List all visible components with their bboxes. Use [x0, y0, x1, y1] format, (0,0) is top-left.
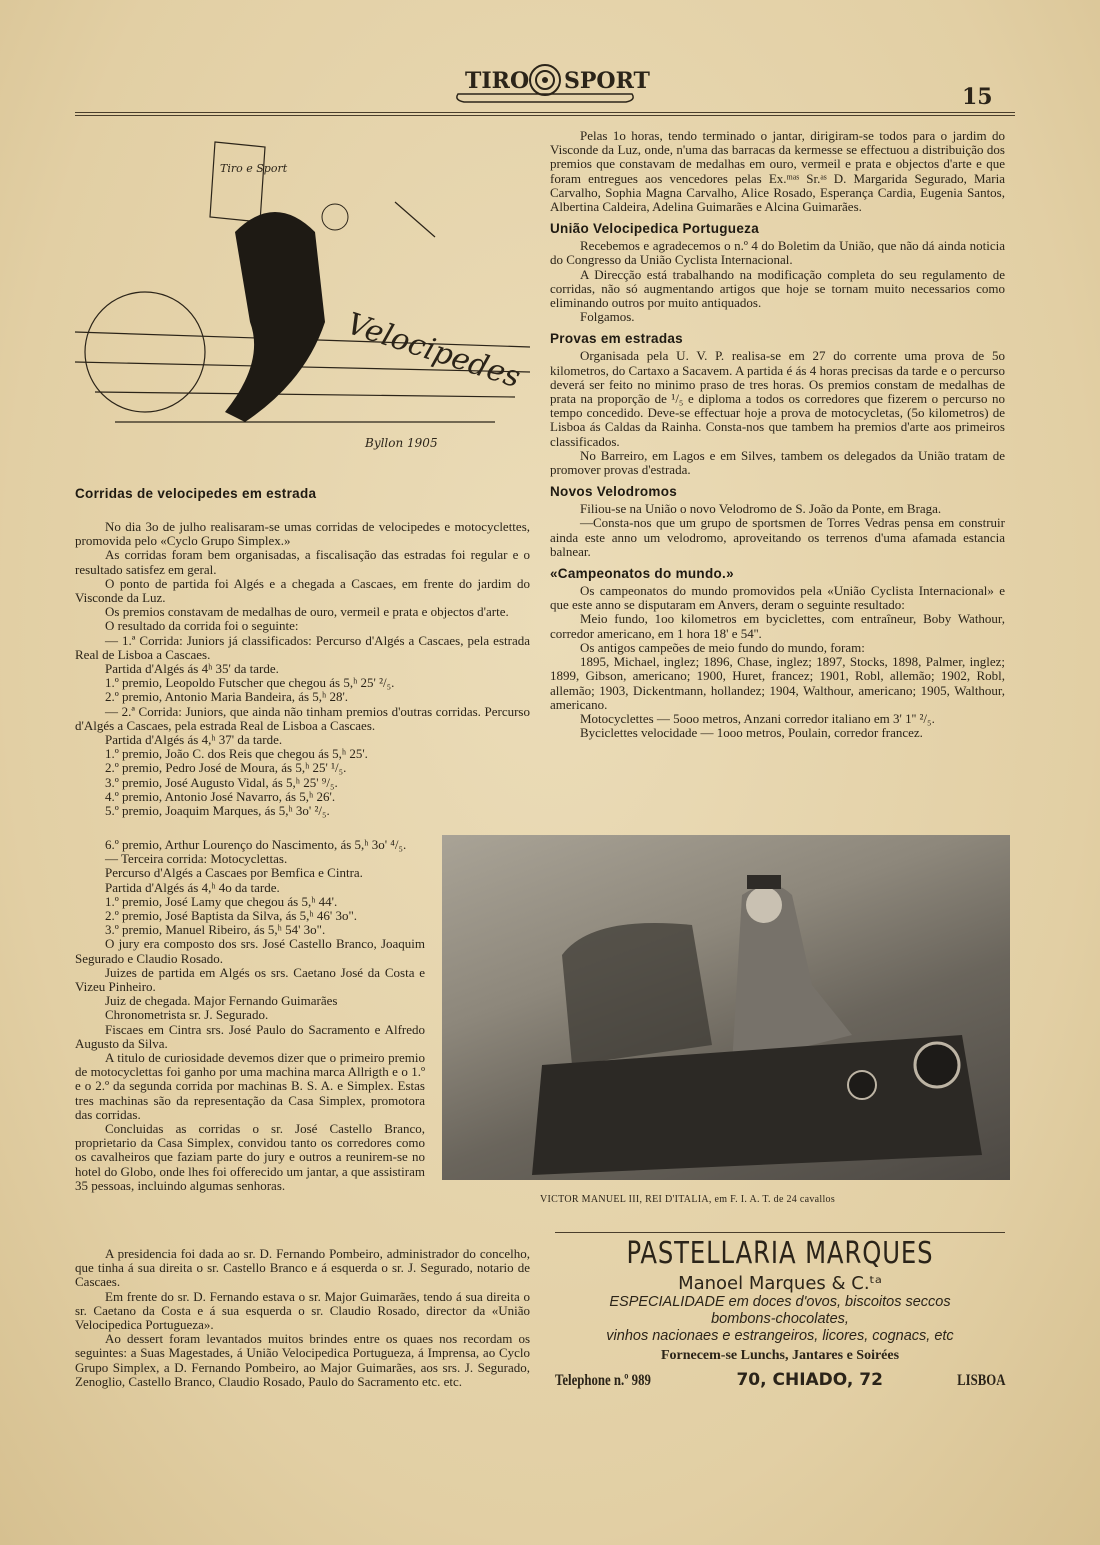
section-heading: Novos Velodromos: [550, 484, 678, 500]
header-rule: [75, 115, 1015, 116]
section-heading: Provas em estradas: [550, 331, 683, 347]
masthead-logo: [450, 58, 650, 106]
paragraph: — Terceira corrida: Motocyclettas.: [105, 851, 288, 867]
svg-text:Velocipedes: Velocipedes: [342, 306, 525, 396]
ad-address: 70, CHIADO, 72: [736, 1370, 883, 1390]
paragraph: 2.º premio, Pedro José de Moura, ás 5,ʰ 25' ¹/₅.: [105, 760, 347, 776]
paragraph: 1.º premio, José Lamy que chegou ás 5,ʰ 44'.: [105, 893, 338, 909]
paragraph: Partida d'Algés ás 4,ʰ 4o da tarde.: [105, 879, 280, 895]
paragraph: Organisada pela U. V. P. realisa-se em 27 do corrente uma prova de 5o kilometros, do Cartaxo a Sacavem. A partida é ás 4 horas precisas da tarde e o percurso deverá ser feito no minimo praso de tres horas. Os premios constam de medalhas de prata na proporção de ¹/₅ e diploma a todos os corredores que fizerem o percurso no tempo concedido. Deve-se effectuar hoje a prova de motocycletas, (5o kilometros) de Lisboa ás Caldas da Rainha. Consta-nos que tambem ha premios d'arte aos primeiros classificados.: [550, 348, 1005, 449]
paragraph: 2.º premio, Antonio Maria Bandeira, ás 5,ʰ 28'.: [105, 689, 349, 705]
article-heading: Corridas de velocipedes em estrada: [75, 486, 317, 501]
section-heading: União Velocipedica Portugueza: [550, 221, 759, 237]
ad-title: PASTELLARIA MARQUES: [626, 1236, 934, 1271]
paragraph: — 1.ª Corrida: Juniors já classificados: Percurso d'Algés a Cascaes, pela estrada Real de Lisboa a Cascaes.: [75, 632, 530, 662]
photo-caption: VICTOR MANUEL III, REI D'ITALIA, em F. I. A. T. de 24 cavallos: [540, 1194, 836, 1205]
paragraph: O ponto de partida foi Algés e a chegada a Cascaes, em frente do jardim do Visconde da Luz.: [75, 575, 530, 606]
ad-line: Fornecem-se Lunchs, Jantares e Soirées: [660, 1348, 900, 1363]
paragraph: 3.º premio, Manuel Ribeiro, ás 5,ʰ 54' 3o".: [105, 922, 326, 938]
paragraph: 1.º premio, João C. dos Reis que chegou ás 5,ʰ 25'.: [105, 746, 368, 762]
paragraph: 4.º premio, Antonio José Navarro, ás 5,ʰ 26'.: [105, 788, 336, 804]
svg-text:Tiro e Sport: Tiro e Sport: [220, 162, 288, 175]
section-heading: «Campeonatos do mundo.»: [550, 566, 734, 582]
ad-telephone: Telephone n.º 989: [555, 1372, 651, 1389]
paragraph: Os campeonatos do mundo promovidos pela «União Cyclista Internacional» e que este anno se disputaram em Anvers, deram o seguinte resultado:: [550, 583, 1005, 613]
svg-text:TIRO: TIRO: [465, 68, 530, 94]
paragraph: Partida d'Algés ás 4,ʰ 37' da tarde.: [105, 732, 283, 748]
paragraph: Juizes de partida em Algés os srs. Caetano José da Costa e Vizeu Pinheiro.: [75, 964, 425, 995]
paragraph: Os antigos campeões de meio fundo do mundo, foram:: [580, 639, 865, 655]
left-article-bottom: [75, 1247, 530, 1389]
ad-owner: Manoel Marques & C.ᵗᵃ: [678, 1273, 882, 1294]
ad-line: bombons-chocolates,: [711, 1311, 849, 1327]
paragraph: 2.º premio, José Baptista da Silva, ás 5,ʰ 46' 3o".: [105, 908, 357, 924]
paragraph: As corridas foram bem organisadas, a fiscalisação das estradas foi regular e o resultado satisfez em geral.: [75, 547, 530, 577]
paragraph: A presidencia foi dada ao sr. D. Fernando Pombeiro, administrador do concelho, que tinha á sua direita o sr. Castello Branco e á esquerda o sr. J. Segurado, notario de Cascaes.: [75, 1246, 530, 1290]
paragraph: —Consta-nos que um grupo de sportsmen de Torres Vedras pensa em construir ainda este anno um velodromo, aproveitando os terrenos d'uma afamada estancia balnear.: [550, 515, 1005, 559]
intro-paragraph: Pelas 1o horas, tendo terminado o jantar, dirigiram-se todos para o jardim do Visconde da Luz, onde, n'uma das barracas da kermesse se effectuou a distribuição dos premios que constavam de medalhas em ouro, vermeil e prata e objectos d'arte e que foram entregues aos vencedores pelas Ex.ᵐᵃˢ Sr.ᵃˢ D. Margarida Segurado, Maria Carvalho, Sophia Magna Carvalho, Alice Rosado, Esperança Cardia, Eugenia Santos, Albertina Caldeira, Adelina Guimarães e Alcina Guimarães.: [550, 128, 1005, 215]
paragraph: 6.º premio, Arthur Lourenço do Nascimento, ás 5,ʰ 3o' ⁴/₅.: [105, 837, 407, 852]
paragraph: Partida d'Algés ás 4ʰ 35' da tarde.: [105, 661, 279, 677]
paragraph: Recebemos e agradecemos o n.º 4 do Boletim da União, que não dá ainda noticia do Congresso da União Cyclista Internacional.: [550, 238, 1005, 268]
paragraph: Concluidas as corridas o sr. José Castello Branco, proprietario da Casa Simplex, convidou tanto os corredores como os cavalheiros que faziam parte do jury e outros a reunirem-se no hotel do Globo, onde lhes foi offerecido um jantar, a que assistiram 35 pessoas, incluindo algumas senhoras.: [75, 1121, 425, 1193]
paragraph: Motocyclettes — 5ooo metros, Anzani corredor italiano em 3' 1'' ²/₅.: [580, 710, 935, 726]
paragraph: Percurso d'Algés a Cascaes por Bemfica e Cintra.: [105, 865, 363, 881]
paragraph: 3.º premio, José Augusto Vidal, ás 5,ʰ 25' ⁹/₅.: [105, 774, 338, 790]
ad-rule: [555, 1232, 1005, 1233]
paragraph: 1895, Michael, inglez; 1896, Chase, inglez; 1897, Stocks, 1898, Palmer, inglez; 1899, Gibson, americano; 1900, Huret, francez; 1901, Robl, allemão; 1902, Robl, allemão; 1903, Dickentmann, hollandez; 1904, Walthour, americano; 1905, Walthour, americano.: [550, 654, 1005, 712]
paragraph: A Direcção está trabalhando na modificação completa do seu regulamento de corridas, não só augmentando artigos que hoje se tornam muito necessarios como eliminando outros por muito antiquados.: [550, 266, 1005, 311]
page-number: 15: [962, 84, 993, 110]
paragraph: Juiz de chegada. Major Fernando Guimarães: [105, 993, 338, 1009]
paragraph: Em frente do sr. D. Fernando estava o sr. Major Guimarães, tendo á sua direita o sr. Caetano da Costa e á sua esquerda o sr. Claudio Rosado, director da «União Velocipedica Portugueza».: [75, 1288, 530, 1333]
paragraph: A titulo de curiosidade devemos dizer que o primeiro premio de motocyclettas foi ganho por uma machina marca Allrigth e o 1.º e o 2.º da segunda corrida por machinas B. S. A. e Simplex. Estas tres machinas são da representação da Casa Simplex, promotora das corridas.: [75, 1050, 425, 1122]
paragraph: Chronometrista sr. J. Segurado.: [105, 1007, 269, 1023]
paragraph: 5.º premio, Joaquim Marques, ás 5,ʰ 3o' ²/₅.: [105, 803, 330, 819]
paragraph: Filiou-se na União o novo Velodromo de S. João da Ponte, em Braga.: [580, 501, 942, 517]
ad-line: ESPECIALIDADE em doces d'ovos, biscoitos seccos: [609, 1294, 951, 1310]
paragraph: Os premios constavam de medalhas de ouro, vermeil e prata e objectos d'arte.: [105, 604, 509, 620]
advertisement: [555, 1236, 1005, 1390]
left-article-narrow: [75, 838, 425, 1193]
ad-line: vinhos nacionaes e estrangeiros, licores, cognacs, etc: [606, 1328, 954, 1344]
paragraph: No dia 3o de julho realisaram-se umas corridas de velocipedes e motocyclettes, promovida pelo «Cyclo Grupo Simplex.»: [75, 519, 530, 549]
svg-text:SPORT: SPORT: [564, 68, 650, 94]
paragraph: Folgamos.: [580, 309, 635, 325]
paragraph: — 2.ª Corrida: Juniors, que ainda não tinham premios d'outras corridas. Percurso d'Algés a Cascaes, pela estrada Real de Lisboa a Cascaes.: [75, 703, 530, 733]
paragraph: No Barreiro, em Lagos e em Silves, tambem os delegados da União tratam de promover provas d'estrada.: [550, 447, 1005, 478]
paragraph: Byciclettes velocidade — 1ooo metros, Poulain, corredor francez.: [580, 725, 923, 741]
cartoon-illustration: [75, 122, 530, 467]
header-rule: [75, 112, 1015, 113]
photo-king-in-car: [442, 835, 1010, 1180]
svg-text:Byllon 1905: Byllon 1905: [365, 436, 438, 450]
paragraph: Fiscaes em Cintra srs. José Paulo do Sacramento e Alfredo Augusto da Silva.: [75, 1021, 425, 1051]
ad-city: LISBOA: [956, 1372, 1005, 1389]
paragraph: 1.º premio, Leopoldo Futscher que chegou ás 5,ʰ 25' ²/₅.: [105, 675, 395, 691]
paragraph: O resultado da corrida foi o seguinte:: [105, 618, 299, 634]
right-column: [550, 129, 1005, 740]
paragraph: O jury era composto dos srs. José Castello Branco, Joaquim Segurado e Claudio Rosado.: [75, 936, 425, 966]
paragraph: Ao dessert foram levantados muitos brindes entre os quaes nos recordam os seguintes: a Suas Magestades, á União Velocipedica Portugueza, á Imprensa, ao Cyclo Grupo Simplex, a D. Fernando Pombeiro, ao Major Guimarães, aos srs. J. Segurado, Zenoglio, Castello Branco, Claudio Rosado, Paulo do Sacramento etc. etc.: [75, 1331, 530, 1389]
left-article-top: [75, 486, 530, 818]
paragraph: Meio fundo, 1oo kilometros em byciclettes, com entraîneur, Boby Wathour, corredor americano, em 1 hora 18' e 54''.: [550, 611, 1005, 641]
